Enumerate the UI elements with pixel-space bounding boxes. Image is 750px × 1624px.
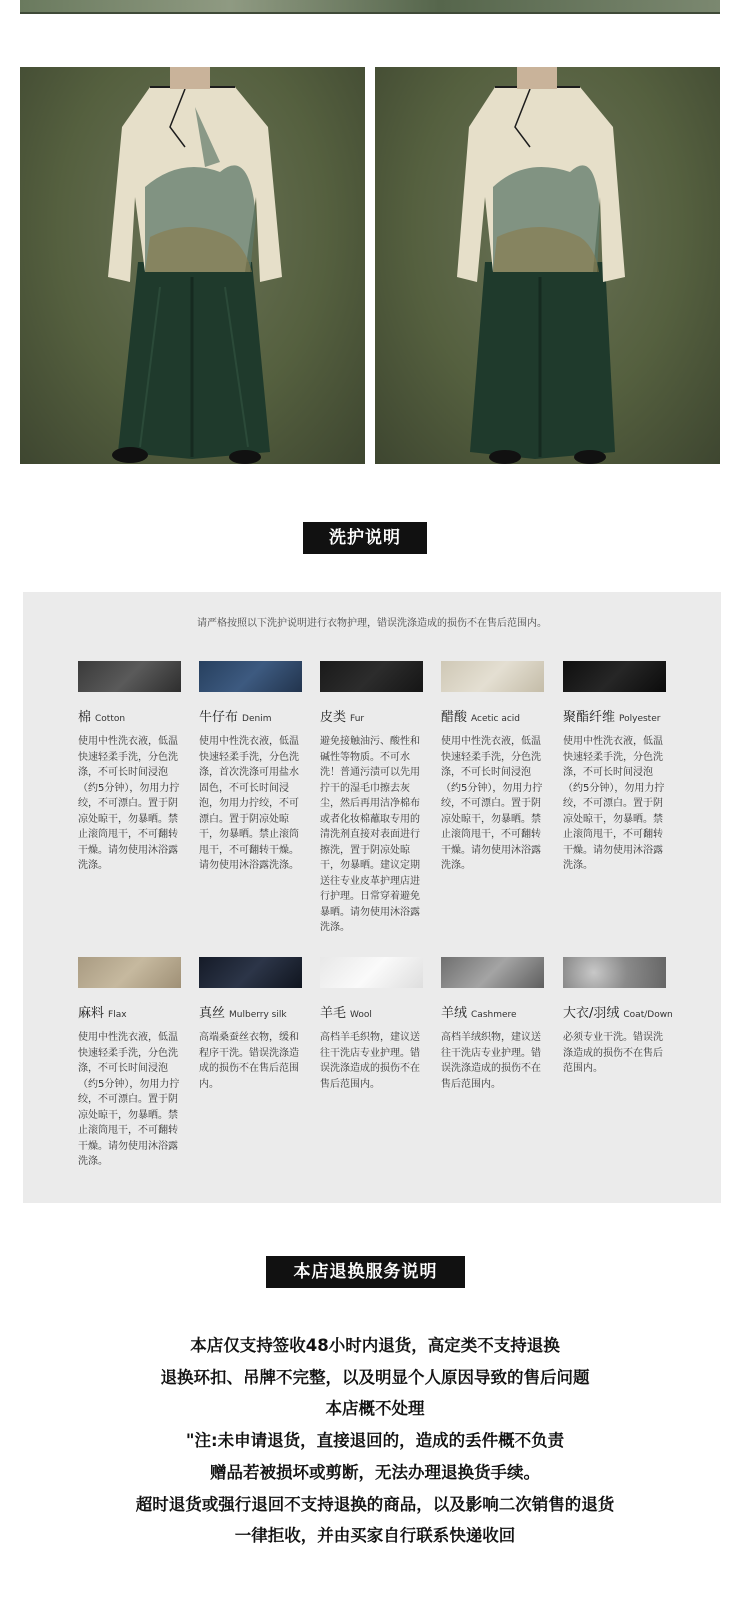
fabric-swatch <box>563 661 666 692</box>
fabric-desc: 避免接触油污、酸性和碱性等物质。不可水洗！普通污渍可以先用拧干的湿毛巾擦去灰尘，然后再用洁净棉布或者化妆棉蘸取专用的清洗剂直接对表面进行擦洗，置于阴凉处晾干，勿暴晒。建议定期送往专业皮革护理店进行护理。日常穿着避免暴晒。请勿使用沐浴露洗涤。 <box>320 736 420 933</box>
fabric-name: 聚酯纤维 Polyester <box>563 710 661 725</box>
fabric-name: 棉 Cotton <box>78 710 126 725</box>
care-instructions-panel <box>23 592 721 1203</box>
fabric-name: 大衣/羽绒 Coat/Down <box>563 1006 673 1021</box>
fabric-card-coat-down <box>563 957 678 1077</box>
fabric-desc: 高端桑蚕丝衣物，缓和程序干洗。错误洗涤造成的损伤不在售后范围内。 <box>199 1032 299 1090</box>
fabric-card-polyester <box>563 661 678 874</box>
fabric-name: 羊绒 Cashmere <box>441 1006 517 1021</box>
fabric-card-flax <box>78 957 193 1170</box>
fabric-card-acetic-acid <box>441 661 556 874</box>
fabric-name: 真丝 Mulberry silk <box>199 1006 287 1021</box>
fabric-card-wool <box>320 957 435 1092</box>
product-photo-front <box>20 67 365 464</box>
return-line: 赠品若被损坏或剪断，无法办理退换货手续。 <box>210 1462 540 1482</box>
fabric-swatch <box>199 957 302 988</box>
fabric-card-cashmere <box>441 957 556 1092</box>
fabric-card-cotton <box>78 661 193 874</box>
fabric-name: 麻料 Flax <box>78 1006 127 1021</box>
fabric-swatch <box>563 957 666 988</box>
fabric-desc: 使用中性洗衣液，低温快速轻柔手洗，分色洗涤，首次洗涤可用盐水固色，不可长时间浸泡，勿用力拧绞，不可漂白。置于阴凉处晾干，勿暴晒。禁止滚筒甩干，不可翻转干燥。请勿使用沐浴露洗涤。 <box>199 736 299 871</box>
return-line: 退换环扣、吊牌不完整，以及明显个人原因导致的售后问题 <box>160 1367 590 1387</box>
model-figure-angle <box>375 67 720 464</box>
fabric-name: 羊毛 Wool <box>320 1006 372 1021</box>
fabric-card-denim <box>199 661 314 874</box>
fabric-swatch <box>78 957 181 988</box>
fabric-swatch <box>320 957 423 988</box>
fabric-swatch <box>320 661 423 692</box>
fabric-swatch <box>78 661 181 692</box>
fabric-desc: 使用中性洗衣液，低温快速轻柔手洗，分色洗涤，不可长时间浸泡（约5分钟），勿用力拧绞，不可漂白。置于阴凉处晾干，勿暴晒。禁止滚筒甩干，不可翻转干燥。请勿使用沐浴露洗涤。 <box>441 736 543 871</box>
return-line: 本店概不处理 <box>325 1399 425 1419</box>
return-line: 超时退货或强行退回不支持退换的商品，以及影响二次销售的退货 <box>135 1494 615 1514</box>
fabric-desc: 使用中性洗衣液，低温快速轻柔手洗，分色洗涤，不可长时间浸泡（约5分钟），勿用力拧绞，不可漂白。置于阴凉处晾干，勿暴晒。禁止滚筒甩干，不可翻转干燥。请勿使用沐浴露洗涤。 <box>563 736 665 871</box>
fabric-swatch <box>199 661 302 692</box>
care-section-title: 洗护说明 <box>303 522 427 554</box>
fabric-swatch <box>441 661 544 692</box>
fabric-desc: 高档羊绒织物，建议送往干洗店专业护理。错误洗涤造成的损伤不在售后范围内。 <box>441 1032 541 1090</box>
top-photo-strip <box>20 0 720 14</box>
return-section-title: 本店退换服务说明 <box>266 1256 465 1288</box>
care-note: 请严格按照以下洗护说明进行衣物护理，错误洗涤造成的损伤不在售后范围内。 <box>197 618 547 629</box>
fabric-desc: 必须专业干洗。错误洗涤造成的损伤不在售后范围内。 <box>563 1032 663 1074</box>
fabric-name: 醋酸 Acetic acid <box>441 710 521 725</box>
product-photo-angle <box>375 67 720 464</box>
return-line: 一律拒收，并由买家自行联系快递收回 <box>234 1526 516 1546</box>
fabric-desc: 使用中性洗衣液，低温快速轻柔手洗，分色洗涤，不可长时间浸泡（约5分钟），勿用力拧绞，不可漂白。置于阴凉处晾干，勿暴晒。禁止滚筒甩干，不可翻转干燥。请勿使用沐浴露洗涤。 <box>78 1032 180 1167</box>
fabric-name: 皮类 Fur <box>320 710 365 725</box>
fabric-card-mulberry-silk <box>199 957 314 1092</box>
return-policy-text <box>0 1330 750 1552</box>
fabric-desc: 高档羊毛织物，建议送往干洗店专业护理。错误洗涤造成的损伤不在售后范围内。 <box>320 1032 420 1090</box>
fabric-swatch <box>441 957 544 988</box>
model-figure-front <box>20 67 365 464</box>
fabric-name: 牛仔布 Denim <box>199 710 272 725</box>
return-line: "注:未申请退货，直接退回的，造成的丢件概不负责 <box>185 1431 565 1451</box>
fabric-desc: 使用中性洗衣液，低温快速轻柔手洗，分色洗涤，不可长时间浸泡（约5分钟），勿用力拧绞，不可漂白。置于阴凉处晾干，勿暴晒。禁止滚筒甩干，不可翻转干燥。请勿使用沐浴露洗涤。 <box>78 736 180 871</box>
fabric-card-fur <box>320 661 435 936</box>
return-line: 本店仅支持签收48小时内退货，高定类不支持退换 <box>190 1336 560 1355</box>
